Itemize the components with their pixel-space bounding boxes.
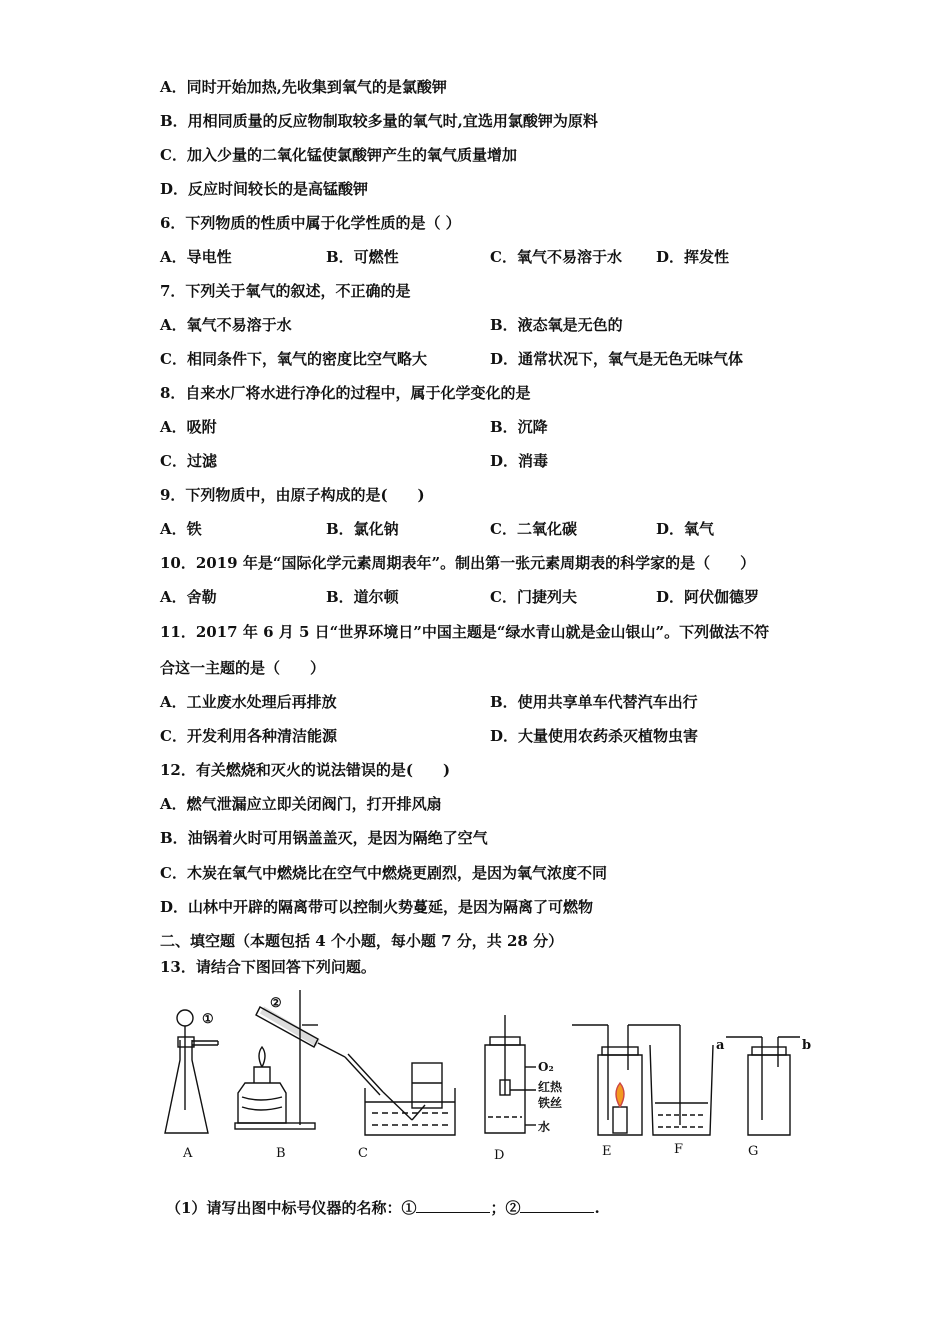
q11-option-b: B．使用共享单车代替汽车出行 bbox=[490, 693, 698, 711]
q12-option-b: B．油锅着火时可用锅盖盖灭，是因为隔绝了空气 bbox=[160, 829, 488, 847]
q13-sub1-prefix: （1）请写出图中标号仪器的名称：① bbox=[166, 1199, 417, 1217]
q5-option-c: C．加入少量的二氧化锰使氯酸钾产生的氧气质量增加 bbox=[160, 146, 517, 164]
label-f: F bbox=[674, 1142, 684, 1157]
apparatus-b bbox=[235, 990, 383, 1129]
q8-option-b: B．沉降 bbox=[490, 418, 548, 436]
label-e: E bbox=[602, 1144, 612, 1159]
q8-stem: 8．自来水厂将水进行净化的过程中，属于化学变化的是 bbox=[160, 384, 531, 402]
q7-option-b: B．液态氧是无色的 bbox=[490, 316, 623, 334]
q11-option-c: C．开发利用各种清洁能源 bbox=[160, 727, 337, 745]
q7-option-d: D．通常状况下，氧气是无色无味气体 bbox=[490, 350, 744, 368]
label-c: C bbox=[358, 1146, 368, 1161]
apparatus-d bbox=[485, 1015, 536, 1133]
q13-sub1 bbox=[166, 1198, 600, 1218]
mark-2: ② bbox=[270, 996, 282, 1011]
q10-stem: 10．2019 年是“国际化学元素周期表年”。制出第一张元素周期表的科学家的是（ ） bbox=[160, 554, 756, 572]
q5-option-b: B．用相同质量的反应物制取较多量的氧气时,宜选用氯酸钾为原料 bbox=[160, 112, 598, 130]
q5-option-a: A．同时开始加热,先收集到氧气的是氯酸钾 bbox=[160, 78, 447, 96]
q13-stem: 13．请结合下图回答下列问题。 bbox=[160, 958, 376, 976]
q8-option-c: C．过滤 bbox=[160, 452, 217, 470]
label-water: 水 bbox=[538, 1120, 551, 1134]
label-o2: O₂ bbox=[538, 1060, 554, 1074]
q10-option-d: D．阿伏伽德罗 bbox=[656, 588, 760, 606]
apparatus-e bbox=[572, 1025, 680, 1135]
q7-option-c: C．相同条件下，氧气的密度比空气略大 bbox=[160, 350, 427, 368]
q6-option-b: B．可燃性 bbox=[326, 248, 399, 266]
label-g: G bbox=[748, 1144, 759, 1159]
label-a: A bbox=[183, 1146, 193, 1161]
q12-option-a: A．燃气泄漏应立即关闭阀门，打开排风扇 bbox=[160, 795, 442, 813]
q6-option-c: C．氧气不易溶于水 bbox=[490, 248, 622, 266]
q11-stem-line1: 11．2017 年 6 月 5 日“世界环境日”中国主题是“绿水青山就是金山银山”。下列做法不符 bbox=[160, 623, 770, 641]
q10-option-b: B．道尔顿 bbox=[326, 588, 399, 606]
q11-stem-line2: 合这一主题的是（ ） bbox=[160, 659, 326, 677]
q12-option-c: C．木炭在氧气中燃烧比在空气中燃烧更剧烈，是因为氧气浓度不同 bbox=[160, 864, 607, 882]
q8-option-a: A．吸附 bbox=[160, 418, 217, 436]
q9-option-c: C．二氧化碳 bbox=[490, 520, 577, 538]
q12-option-d: D．山林中开辟的隔离带可以控制火势蔓延，是因为隔离了可燃物 bbox=[160, 898, 594, 916]
label-red-hot: 红热 bbox=[538, 1080, 563, 1094]
port-a: a bbox=[716, 1038, 725, 1053]
q6-option-a: A．导电性 bbox=[160, 248, 232, 266]
answer-blank-2[interactable] bbox=[520, 1198, 594, 1213]
q12-stem: 12．有关燃烧和灭火的说法错误的是( ) bbox=[160, 761, 451, 779]
q8-option-d: D．消毒 bbox=[490, 452, 549, 470]
label-d: D bbox=[494, 1148, 505, 1163]
answer-blank-1[interactable] bbox=[416, 1198, 490, 1213]
q10-option-a: A．舍勒 bbox=[160, 588, 217, 606]
apparatus-a bbox=[165, 1010, 218, 1133]
q13-sub1-end: . bbox=[594, 1199, 600, 1217]
label-b: B bbox=[276, 1146, 286, 1161]
label-iron-wire: 铁丝 bbox=[538, 1096, 563, 1110]
lab-apparatus-figure bbox=[150, 985, 830, 1165]
q7-stem: 7．下列关于氧气的叙述，不正确的是 bbox=[160, 282, 411, 300]
q9-option-d: D．氧气 bbox=[656, 520, 715, 538]
section-2-heading: 二、填空题（本题包括 4 个小题，每小题 7 分，共 28 分） bbox=[160, 932, 564, 950]
apparatus-c bbox=[365, 1063, 455, 1135]
mark-1: ① bbox=[202, 1012, 214, 1027]
port-b: b bbox=[802, 1038, 812, 1053]
q13-sub1-mid: ；② bbox=[490, 1199, 521, 1217]
q9-option-b: B．氯化钠 bbox=[326, 520, 399, 538]
q6-option-d: D．挥发性 bbox=[656, 248, 730, 266]
q9-stem: 9．下列物质中，由原子构成的是( ) bbox=[160, 486, 425, 504]
apparatus-g bbox=[726, 1037, 800, 1135]
q11-option-d: D．大量使用农药杀灭植物虫害 bbox=[490, 727, 699, 745]
q10-option-c: C．门捷列夫 bbox=[490, 588, 577, 606]
apparatus-f bbox=[650, 1045, 713, 1135]
q6-stem: 6．下列物质的性质中属于化学性质的是（ ） bbox=[160, 214, 461, 232]
q5-option-d: D．反应时间较长的是高锰酸钾 bbox=[160, 180, 369, 198]
q7-option-a: A．氧气不易溶于水 bbox=[160, 316, 292, 334]
q9-option-a: A．铁 bbox=[160, 520, 202, 538]
q11-option-a: A．工业废水处理后再排放 bbox=[160, 693, 337, 711]
